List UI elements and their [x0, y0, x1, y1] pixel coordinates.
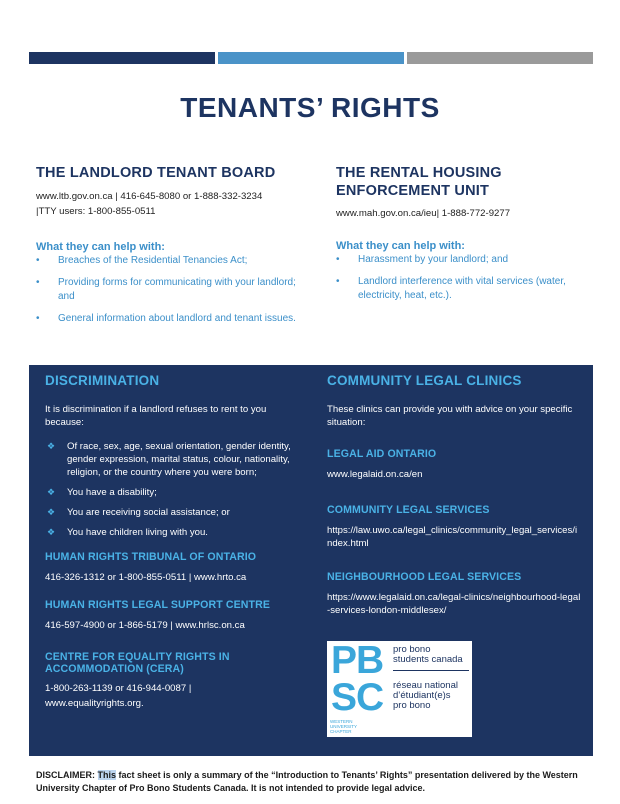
clinics-section [327, 373, 582, 617]
list-item: ❖ You have a disability; [45, 486, 295, 499]
ltb-contact-line2: |TTY users: 1-800-855-0511 [36, 206, 156, 217]
rheu-help-list [336, 253, 576, 303]
rheu-help-heading: What they can help with: [336, 240, 465, 252]
list-item: ❖ You have children living with you. [45, 526, 295, 539]
rheu-contact: www.mah.gov.on.ca/ieu| 1-888-772-9277 [336, 208, 511, 219]
cls-heading: COMMUNITY LEGAL SERVICES [327, 504, 490, 516]
list-item: • Providing forms for communicating with your landlord; and [36, 276, 296, 304]
page-title: TENANTS’ RIGHTS [180, 92, 440, 123]
clinics-heading: COMMUNITY LEGAL CLINICS [327, 373, 522, 388]
cera-contact-line2: www.equalityrights.org. [45, 698, 144, 709]
list-item: • Breaches of the Residential Tenancies Act; [36, 254, 296, 268]
disclaimer [36, 769, 586, 795]
lao-heading: LEGAL AID ONTARIO [327, 448, 437, 460]
cls-url[interactable]: https://law.uwo.ca/legal_clinics/community_legal_services/index.html [327, 525, 578, 549]
discrimination-list [45, 440, 295, 539]
disclaimer-highlight: This [97, 770, 117, 780]
rheu-heading-line1: THE RENTAL HOUSING [336, 165, 502, 181]
ltb-contact-line1: www.ltb.gov.on.ca | 416-645-8080 or 1-888-332-3234 [36, 191, 263, 202]
discrimination-intro: It is discrimination if a landlord refuses to rent to you because: [45, 404, 267, 428]
ltb-help-heading: What they can help with: [36, 241, 165, 253]
rheu-section [336, 164, 576, 311]
pbsc-logo [327, 641, 472, 737]
hrlsc-heading: HUMAN RIGHTS LEGAL SUPPORT CENTRE [45, 599, 270, 611]
ltb-section [36, 164, 296, 334]
cera-heading: CENTRE FOR EQUALITY RIGHTS IN ACCOMMODATION (CERA) [45, 651, 230, 675]
discrimination-heading: DISCRIMINATION [45, 373, 160, 388]
disclaimer-text: fact sheet is only a summary of the “Introduction to Tenants’ Rights” presentation delivered by the Western University Chapter of Pro Bono Students Canada. It is not intended to provide legal advice. [36, 770, 578, 793]
ltb-heading: THE LANDLORD TENANT BOARD [36, 165, 276, 181]
cera-contact-line1: 1-800-263-1139 or 416-944-0087 | [45, 683, 192, 694]
list-item: ❖ You are receiving social assistance; or [45, 506, 295, 519]
hrlsc-contact: 416-597-4900 or 1-866-5179 | www.hrlsc.on.ca [45, 620, 245, 631]
hrto-heading: HUMAN RIGHTS TRIBUNAL OF ONTARIO [45, 551, 257, 563]
disclaimer-label: DISCLAIMER: [36, 770, 95, 780]
nls-heading: NEIGHBOURHOOD LEGAL SERVICES [327, 571, 522, 583]
logo-letters: PB SC [331, 639, 384, 719]
logo-divider [393, 670, 469, 671]
ltb-help-list [36, 254, 296, 326]
info-panel [29, 365, 593, 756]
discrimination-section [45, 373, 295, 711]
header-bar-gray [407, 52, 593, 64]
list-item: • Landlord interference with vital services (water, electricity, heat, etc.). [336, 275, 576, 303]
logo-name-fr: réseau national d’étudiant(e)s pro bono [393, 680, 458, 711]
header-bar-blue [218, 52, 404, 64]
rheu-heading-line2: ENFORCEMENT UNIT [336, 183, 490, 199]
logo-name-en: pro bono students canada [393, 644, 463, 665]
list-item: ❖ Of race, sex, age, sexual orientation, gender identity, gender expression, marital status, colour, nationality, religion, or the country where you were born; [45, 440, 295, 479]
lao-url[interactable]: www.legalaid.on.ca/en [327, 469, 423, 480]
hrto-contact: 416-326-1312 or 1-800-855-0511 | www.hrto.ca [45, 572, 247, 583]
nls-url[interactable]: https://www.legalaid.on.ca/legal-clinics/neighbourhood-legal-services-london-middlesex/ [327, 592, 581, 616]
clinics-intro: These clinics can provide you with advice on your specific situation: [327, 404, 573, 428]
list-item: • Harassment by your landlord; and [336, 253, 576, 267]
header-bar-navy [29, 52, 215, 64]
list-item: • General information about landlord and tenant issues. [36, 312, 296, 326]
logo-chapter: WESTERN UNIVERSITY CHAPTER [330, 719, 358, 734]
